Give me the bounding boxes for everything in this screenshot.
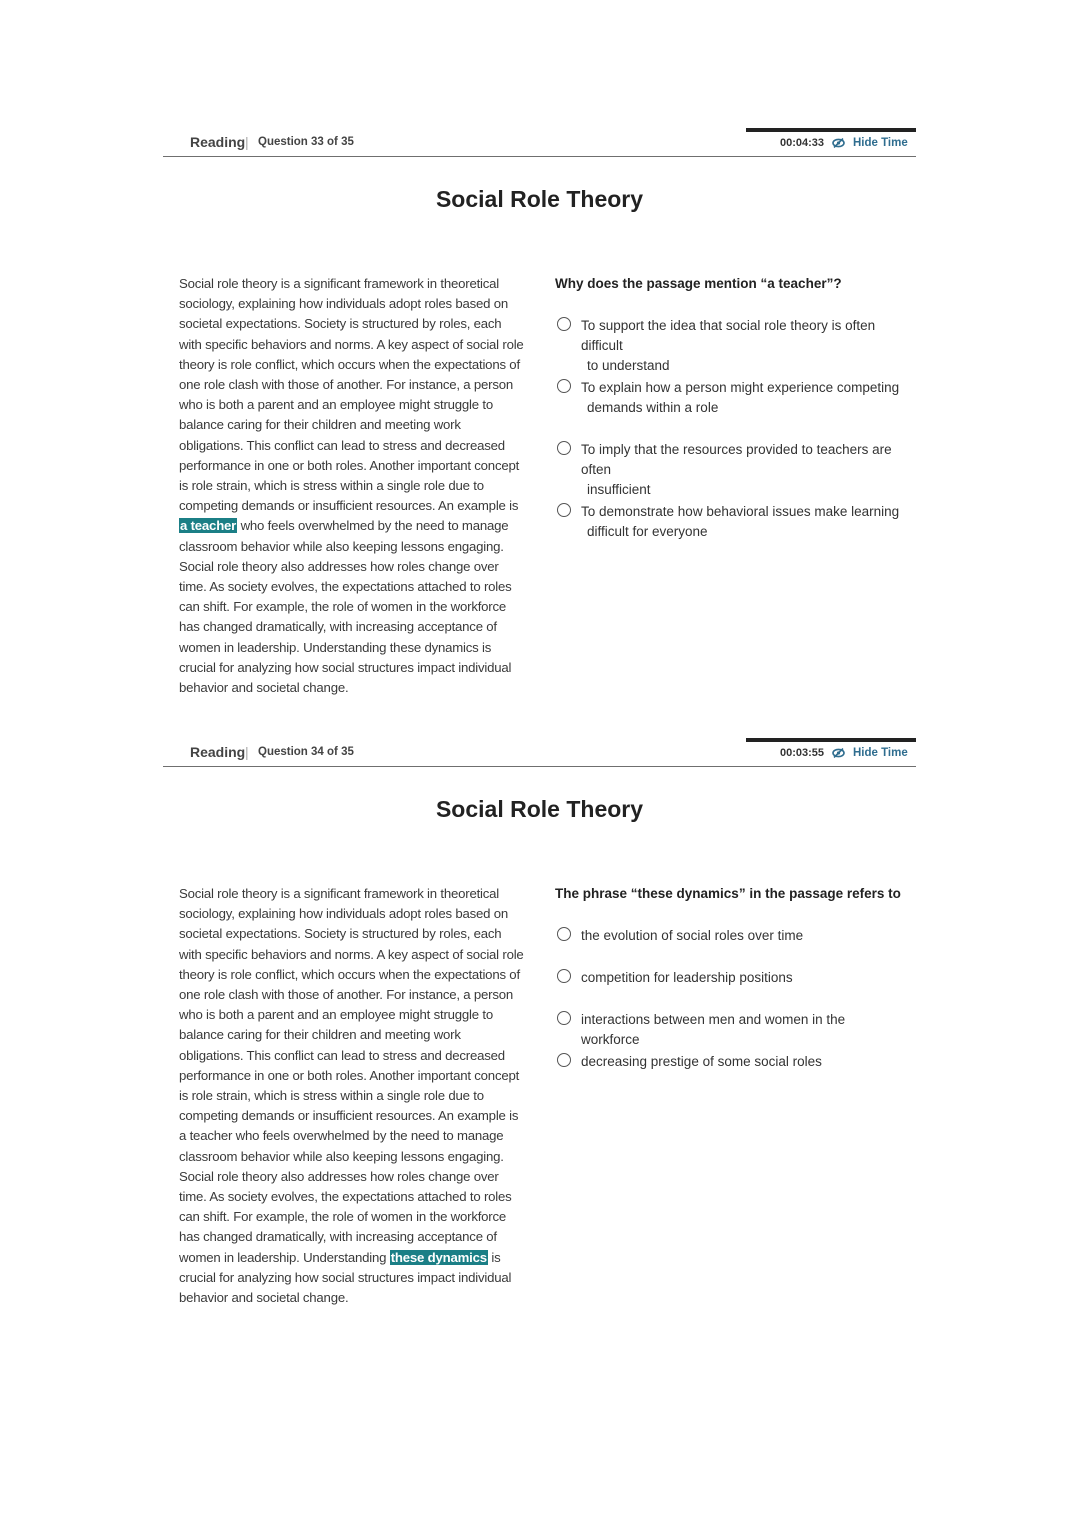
question-counter: Question 33 of 35 [258,136,354,148]
top-bar [163,738,916,767]
answer-option-4[interactable] [557,1052,907,1094]
passage-text-before: Social role theory is a significant framework in theoretical sociology, explaining how individuals adopt roles based on societal expectations. Society is structured by roles, each with specific behaviors and norms. A key aspect of social role theory is role conflict, which occurs when the expectations of one role clash with those of another. For instance, a person who is both a parent and an employee might struggle to balance caring for their children and meeting work obligations. This conflict can lead to stress and decreased performance in one or both roles. Another important concept is role strain, which is stress within a single role due to competing demands or insufficient resources. An example is a teacher who feels overwhelmed by the need to manage classroom behavior while also keeping lessons engaging. Social role theory also addresses how roles change over time. As society evolves, the expectations attached to roles can shift. For example, the role of women in the workforce has changed dramatically, with increasing acceptance of women in leadership. Understanding [179,886,524,1265]
radio-button-icon[interactable] [557,927,571,941]
radio-button-icon[interactable] [557,317,571,331]
highlighted-phrase: a teacher [180,518,237,534]
option-label: decreasing prestige of some social roles [581,1054,822,1069]
option-label: the evolution of social roles over time [581,928,804,943]
passage-text-after: is crucial for analyzing how social structures impact individual behavior and societal change. [179,1249,512,1306]
option-label: To support the idea that social role theory is often difficult to understand [581,318,876,373]
reading-passage [179,274,524,698]
option-label: To explain how a person might experience competing demands within a role [581,380,900,415]
radio-button-icon[interactable] [557,1053,571,1067]
radio-button-icon[interactable] [557,441,571,455]
answer-options [557,926,907,1094]
hide-time-button[interactable]: Hide Time [853,137,908,149]
option-label: interactions between men and women in the workforce [581,1012,846,1047]
timer-readout: 00:04:33 [780,137,825,149]
option-label: To demonstrate how behavioral issues make learning difficult for everyone [581,504,900,539]
radio-button-icon[interactable] [557,969,571,983]
timer-readout: 00:03:55 [780,747,825,759]
highlighted-phrase: these dynamics [390,1249,487,1265]
passage-text-before: Social role theory is a significant framework in theoretical sociology, explaining how individuals adopt roles based on societal expectations. Society is structured by roles, each with specific behaviors and norms. A key aspect of social role theory is role conflict, which occurs when the expectations of one role clash with those of another. For instance, a person who is both a parent and an employee might struggle to balance caring for their children and meeting work obligations. This conflict can lead to stress and decreased performance in one or both roles. Another important concept is role strain, which is stress within a single role due to competing demands or insufficient resources. An example is [179,276,524,514]
answer-option-3[interactable] [557,440,907,502]
answer-option-2[interactable] [557,968,907,1010]
hide-time-button[interactable]: Hide Time [853,747,908,759]
reading-passage [179,884,524,1308]
divider: | [245,134,249,150]
answer-option-4[interactable] [557,502,907,564]
passage-title: Social Role Theory [435,796,644,822]
timer-box [746,738,916,766]
question-screen-33 [163,128,916,718]
answer-option-1[interactable] [557,316,907,378]
top-bar [163,128,916,157]
timer-box [746,128,916,156]
answer-option-3[interactable] [557,1010,907,1052]
section-label: Reading [190,134,246,150]
eye-slash-icon[interactable] [832,138,845,148]
question-screen-34 [163,738,916,1378]
radio-button-icon[interactable] [557,1011,571,1025]
option-label: To imply that the resources provided to teachers are often insufficient [581,442,892,497]
eye-slash-icon[interactable] [832,748,845,758]
divider: | [245,744,249,760]
passage-text-after: who feels overwhelmed by the need to manage classroom behavior while also keeping lessons engaging. Social role theory also addresses how roles change over time. As society evolves, the expectations attached to roles can shift. For example, the role of women in the workforce has changed dramatically, with increasing acceptance of women in leadership. Understanding these dynamics is crucial for analyzing how social structures impact individual behavior and societal change. [179,518,512,696]
passage-title: Social Role Theory [435,186,644,212]
section-label: Reading [190,744,246,760]
radio-button-icon[interactable] [557,503,571,517]
question-prompt: Why does the passage mention “a teacher”? [555,276,842,291]
question-prompt: The phrase “these dynamics” in the passage refers to [555,886,901,901]
answer-option-1[interactable] [557,926,907,968]
question-counter: Question 34 of 35 [258,746,354,758]
radio-button-icon[interactable] [557,379,571,393]
answer-options [557,316,907,564]
option-label: competition for leadership positions [581,970,793,985]
answer-option-2[interactable] [557,378,907,440]
